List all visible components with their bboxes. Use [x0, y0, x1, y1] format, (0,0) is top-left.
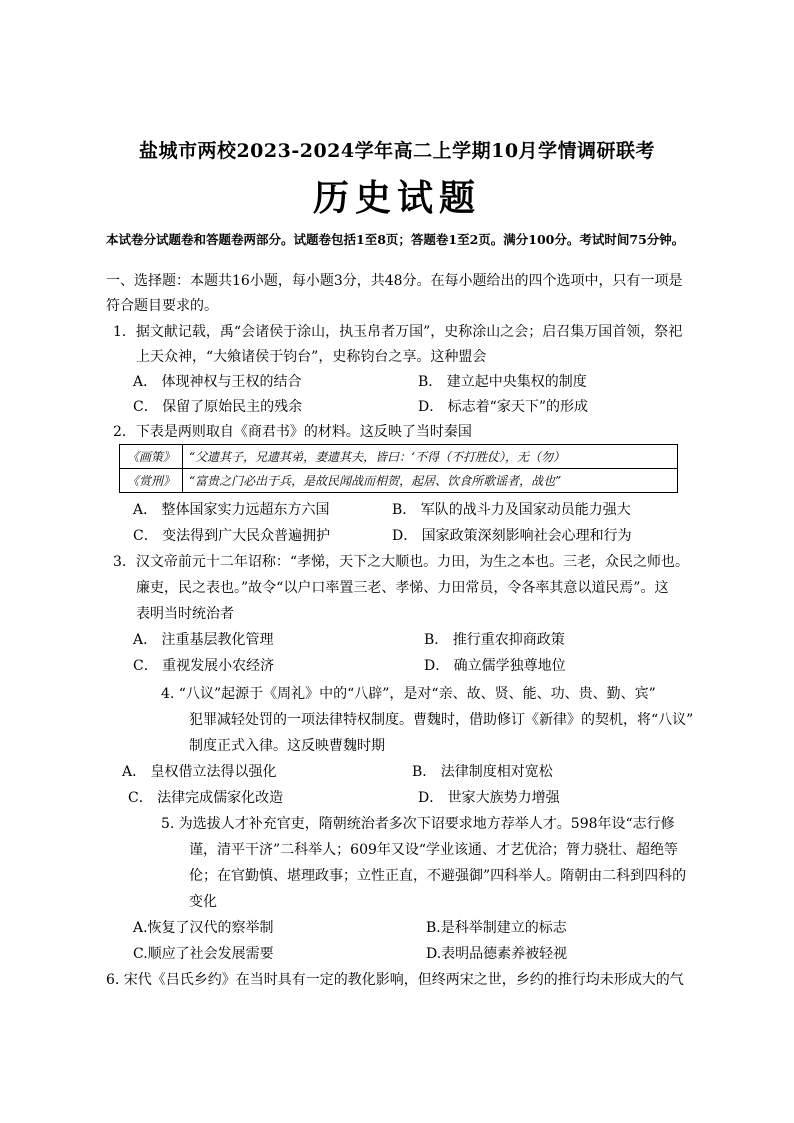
q1-option-c: C． 保留了原始民主的残余 — [133, 399, 303, 415]
q5-option-c: C.顺应了社会发展需要 — [133, 946, 274, 962]
exam-title: 盐城市两校2023-2024学年高二上学期10月学情调研联考 — [138, 140, 656, 162]
q3-stem-line2: 廉吏，民之表也。”故令“以户口率置三老、孝悌、力田常员，令各率其意以道民焉”。这 — [136, 580, 669, 596]
section-heading-line1: 一、选择题：本题共16小题，每小题3分，共48分。在每小题给出的四个选项中，只有一项是 — [106, 273, 683, 289]
q1-stem-line1: 1．据文献记载，禹“会诸侯于涂山，执玉帛者万国”，史称涂山之会；启召集万国首领，祭祀 — [113, 324, 683, 340]
q2-stem: 2．下表是两则取自《商君书》的材料。这反映了当时秦国 — [113, 424, 472, 440]
q5-stem-line4: 变化 — [189, 894, 217, 910]
q4-stem-line1: 4. “八议”起源于《周礼》中的“八辟”，是对“亲、故、贤、能、功、贵、勤、宾” — [161, 686, 656, 702]
q3-stem-line1: 3．汉文帝前元十二年诏称：“孝悌，天下之大顺也。力田，为生之本也。三老，众民之师也。 — [113, 554, 690, 570]
q2-option-b: B． 军队的战斗力及国家动员能力强大 — [392, 502, 631, 518]
q4-option-a: A． 皇权借立法得以强化 — [122, 764, 277, 780]
q2-source-table — [119, 444, 678, 493]
q4-option-d: D． 世家大族势力增强 — [418, 790, 560, 806]
table-row — [120, 469, 678, 493]
q1-stem-line2: 上天众神，“大飨诸侯于钧台”，史称钧台之享。这种盟会 — [136, 349, 487, 365]
q4-stem-line3: 制度正式入律。这反映曹魏时期 — [189, 738, 385, 754]
table-cell-source: 《画策》 — [120, 445, 183, 469]
q2-option-a: A． 整体国家实力远超东方六国 — [133, 502, 330, 518]
q5-stem-line2: 谨，清平干济”二科举人；609年又设“学业该通、才艺优洽；膂力骁壮、超绝等 — [189, 842, 679, 858]
q5-option-a: A.恢复了汉代的察举制 — [133, 920, 274, 936]
table-row — [120, 445, 678, 469]
q1-option-b: B． 建立起中央集权的制度 — [418, 374, 587, 390]
table-cell-source: 《赏刑》 — [120, 469, 183, 493]
q3-option-d: D． 确立儒学独尊地位 — [424, 658, 566, 674]
table-cell-text: “富贵之门必出于兵，是故民闻战而相贺，起居、饮食所歌谣者，战也” — [183, 469, 678, 493]
q2-option-c: C． 变法得到广大民众普遍拥护 — [133, 528, 331, 544]
q3-option-a: A． 注重基层教化管理 — [133, 632, 274, 648]
q5-stem-line3: 伦；在官勤慎、堪理政事；立性正直，不避强御”四科举人。隋朝由二科到四科的 — [189, 868, 687, 884]
q2-option-d: D． 国家政策深刻影响社会心理和行为 — [392, 528, 632, 544]
q3-option-c: C． 重视发展小农经济 — [133, 658, 275, 674]
q5-option-d: D.表明品德素养被轻视 — [426, 946, 568, 962]
q4-stem-line2: 犯罪减轻处罚的一项法律特权制度。曹魏时，借助修订《新律》的契机，将“八议” — [189, 712, 694, 728]
exam-instructions: 本试卷分试题卷和答题卷两部分。试题卷包括1至8页；答题卷1至2页。满分100分。考试时间75分钟。 — [106, 232, 685, 247]
q5-stem-line1: 5. 为选拔人才补充官吏，隋朝统治者多次下诏要求地方荐举人才。598年设“志行修 — [161, 816, 675, 832]
q3-option-b: B． 推行重农抑商政策 — [424, 632, 565, 648]
section-heading-line2: 符合题目要求的。 — [106, 298, 218, 314]
q1-option-a: A． 体现神权与王权的结合 — [133, 374, 302, 390]
q1-option-d: D． 标志着“家天下”的形成 — [418, 399, 588, 415]
q4-option-b: B． 法律制度相对宽松 — [412, 764, 553, 780]
q3-stem-line3: 表明当时统治者 — [136, 606, 234, 622]
q6-stem-line1: 6. 宋代《吕氏乡约》在当时具有一定的教化影响，但终两宋之世，乡约的推行均未形成大的气 — [106, 972, 684, 988]
table-cell-text: “父遗其子，兄遗其弟，妻遗其夫，皆曰：‘不得（不打胜仗），无（勿） — [183, 445, 678, 469]
q4-option-c: C． 法律完成儒家化改造 — [128, 790, 284, 806]
subject-title: 历史试题 — [312, 177, 481, 219]
q5-option-b: B.是科举制建立的标志 — [426, 920, 567, 936]
